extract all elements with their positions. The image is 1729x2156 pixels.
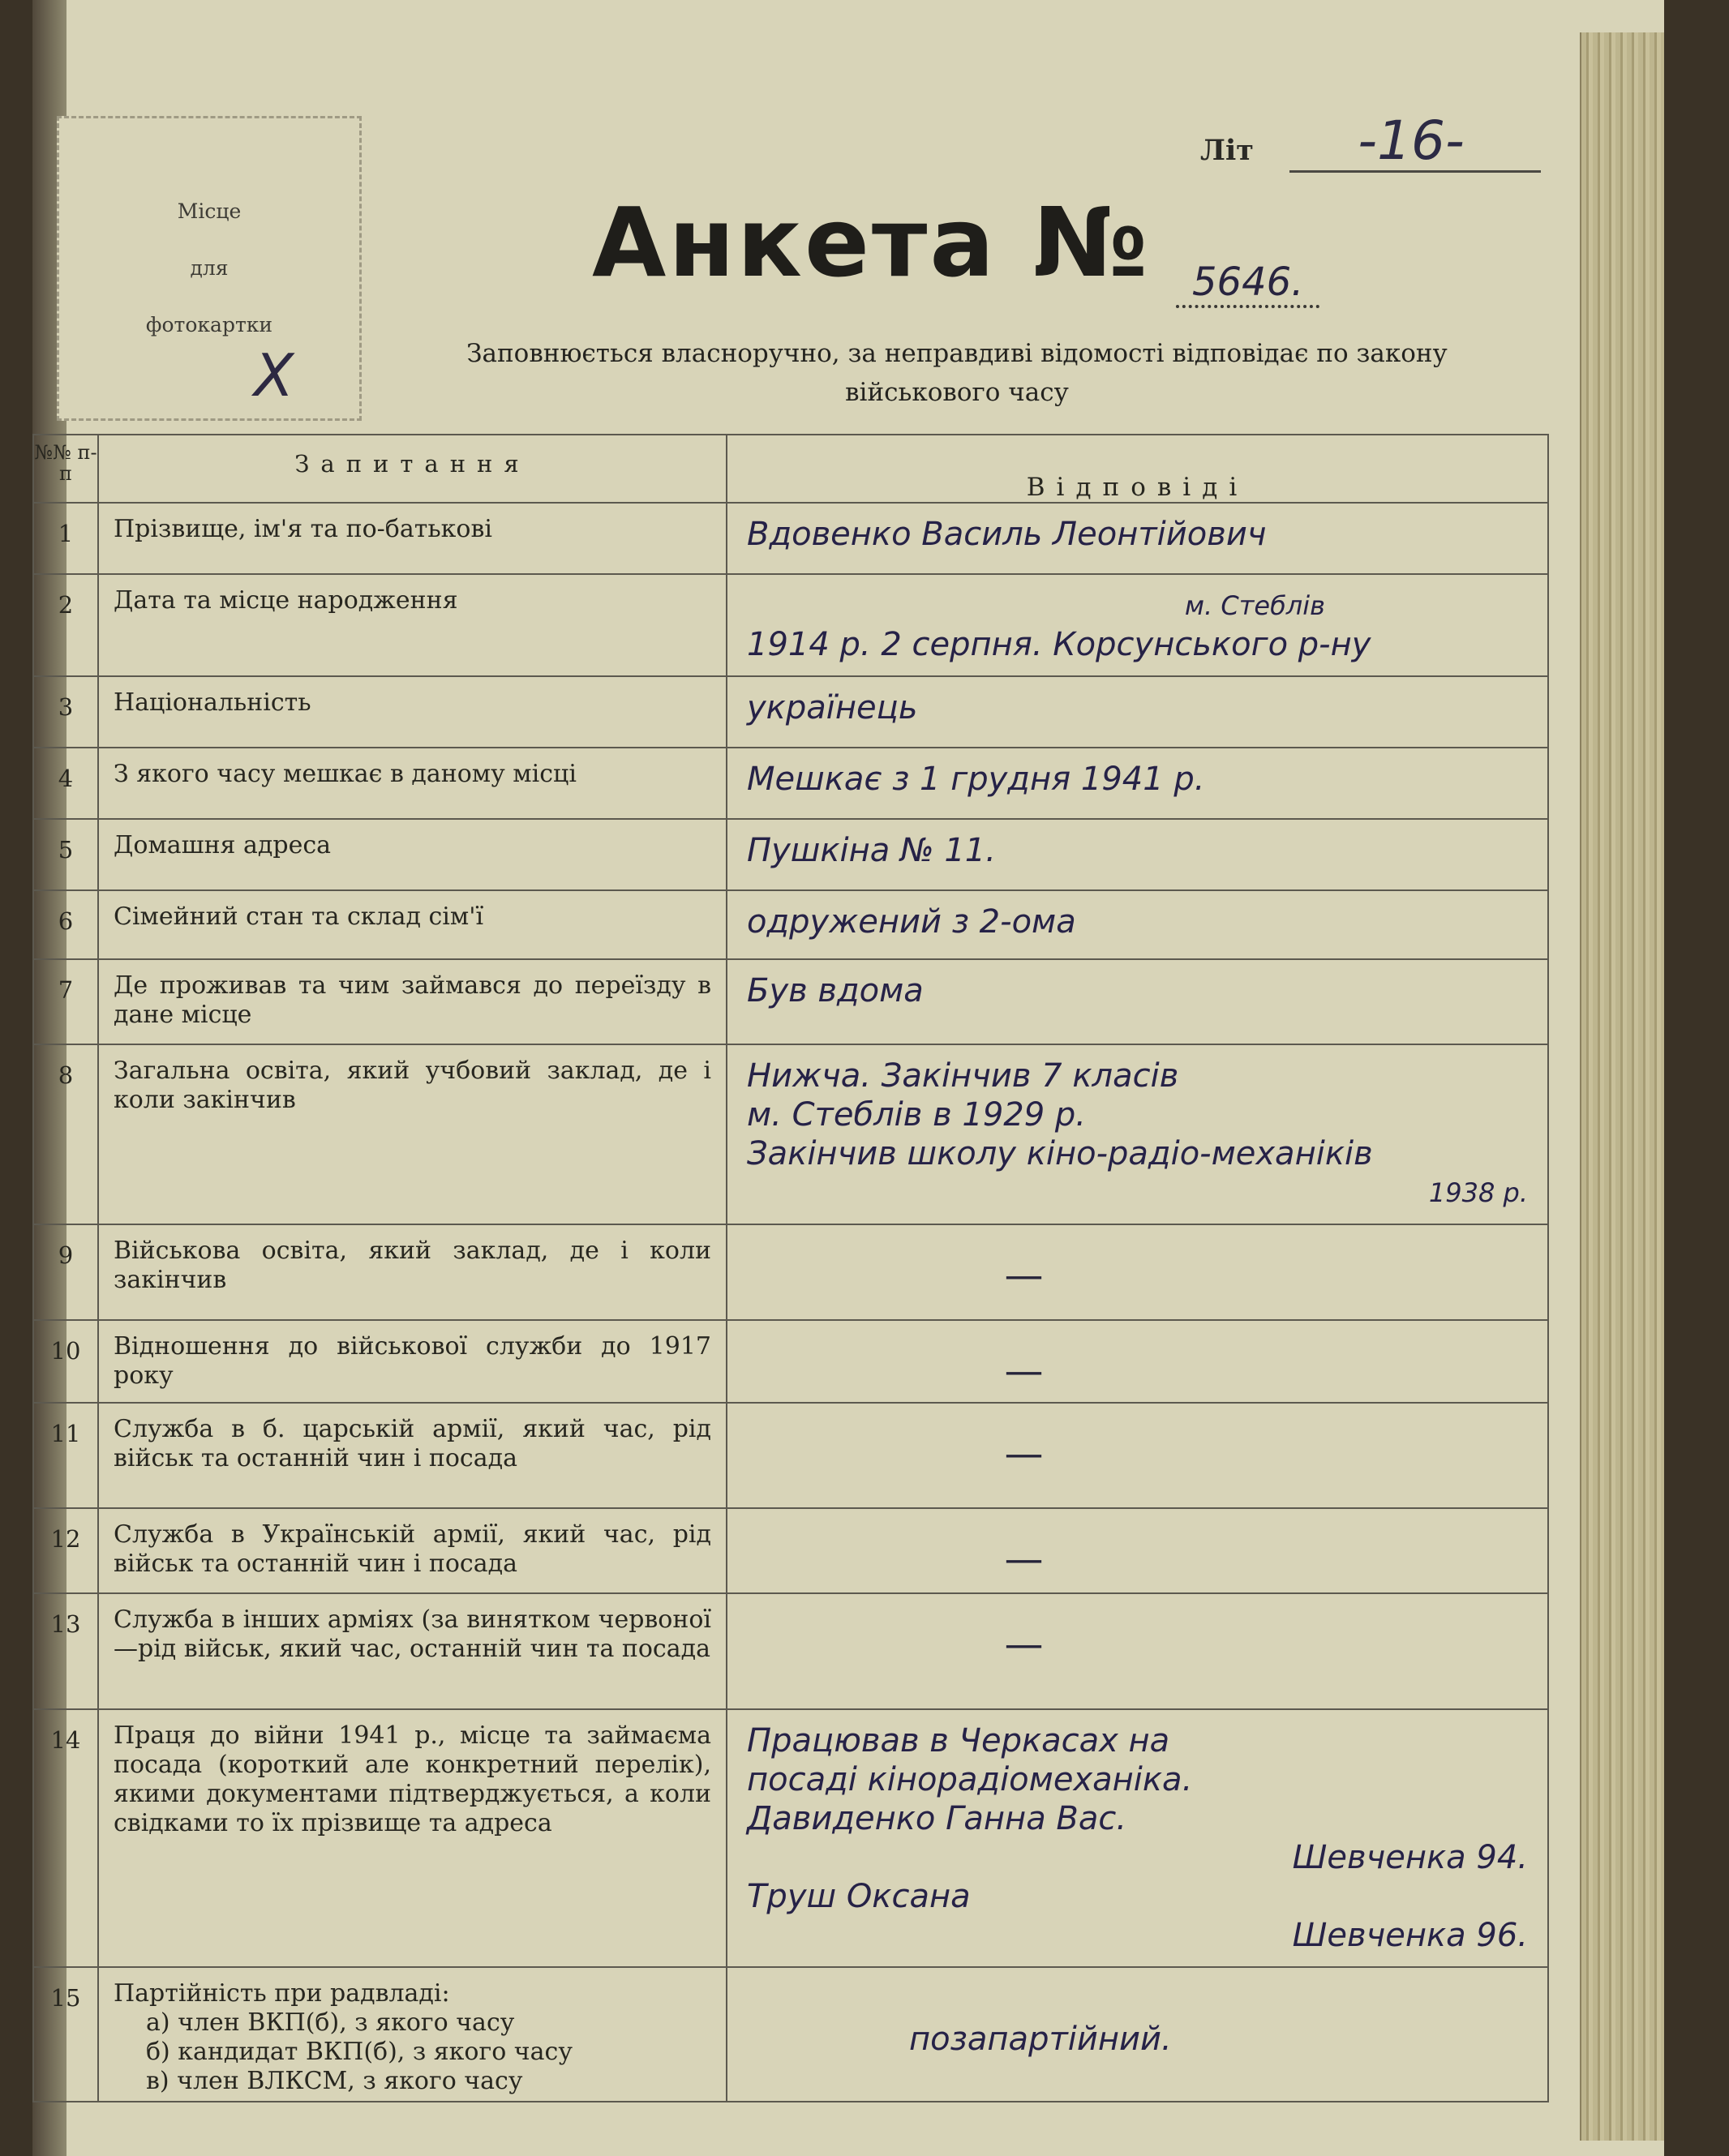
row-question [98, 676, 727, 748]
form-number: 5646. [1176, 259, 1319, 308]
question-subitem: в) член ВЛКСМ, з якого часу [146, 2067, 523, 2095]
table-row [33, 1224, 1548, 1320]
table-row [33, 574, 1548, 676]
row-answer [727, 1967, 1548, 2102]
form-page [32, 0, 1664, 2156]
answer-line: — [1004, 1348, 1044, 1394]
photo-box-mark: X [254, 341, 294, 409]
question-text: Сімейний стан та склад сім'ї [114, 902, 484, 931]
row-number: 6 [33, 890, 98, 959]
answer-line: позапартійний. [909, 2021, 1172, 2058]
row-number: 7 [33, 959, 98, 1044]
row-number: 11 [33, 1403, 98, 1508]
answer-line: українець [747, 689, 918, 727]
header-num: №№ п-п [33, 435, 98, 503]
answer-line: Давиденко Ганна Вас. [747, 1800, 1127, 1837]
row-question [98, 959, 727, 1044]
row-answer [727, 1044, 1548, 1224]
answer-line: Шевченка 94. [1292, 1839, 1528, 1876]
question-text: Національність [114, 688, 311, 717]
row-question [98, 1508, 727, 1593]
row-answer [727, 503, 1548, 574]
table-row [33, 676, 1548, 748]
answer-line: — [1004, 1537, 1044, 1582]
row-question [98, 574, 727, 676]
question-subitem: б) кандидат ВКП(б), з якого часу [146, 2038, 573, 2066]
header-answer: Відповіді [727, 435, 1548, 503]
row-answer [727, 1508, 1548, 1593]
table-row [33, 890, 1548, 959]
photo-box-line1: Місце [177, 199, 242, 223]
answer-line: Вдовенко Василь Леонтійович [747, 516, 1267, 553]
table-row [33, 1593, 1548, 1709]
row-number: 5 [33, 819, 98, 890]
answer-line: Нижча. Закінчив 7 класів [747, 1057, 1179, 1095]
form-title: Анкета № [592, 186, 1151, 298]
photo-box-line3: фотокартки [145, 313, 273, 336]
photo-box-line2: для [190, 256, 229, 280]
row-question [98, 748, 727, 819]
form-subtitle [389, 334, 1525, 412]
table-row [33, 1508, 1548, 1593]
page-edge [1580, 32, 1664, 2141]
row-question [98, 1224, 727, 1320]
answer-line: 1914 р. 2 серпня. Корсунського р-ну [747, 626, 1371, 663]
photo-placeholder-box [57, 116, 362, 421]
answer-line: 1938 р. [1428, 1177, 1528, 1208]
row-answer [727, 676, 1548, 748]
question-text: Військова освіта, який заклад, де і коли закінчив [114, 1237, 711, 1294]
question-text: Дата та місце народження [114, 586, 458, 615]
row-answer [727, 748, 1548, 819]
answer-line: посаді кінорадіомеханіка. [747, 1761, 1193, 1798]
sheet-label: Літ [1200, 134, 1254, 167]
row-answer [727, 574, 1548, 676]
table-row [33, 503, 1548, 574]
table-header-row [33, 435, 1548, 503]
answer-line: Шевченка 96. [1292, 1917, 1528, 1954]
question-text: Де проживав та чим займався до переїзду в дане місце [114, 971, 711, 1029]
row-number: 2 [33, 574, 98, 676]
question-text: Домашня адреса [114, 831, 332, 859]
row-answer [727, 1709, 1548, 1967]
row-answer [727, 819, 1548, 890]
table-body [33, 503, 1548, 2102]
answer-line: одружений з 2-ома [747, 903, 1076, 941]
row-number: 9 [33, 1224, 98, 1320]
row-question [98, 1403, 727, 1508]
answer-line: Пушкіна № 11. [747, 832, 996, 869]
answer-line: — [1004, 1431, 1044, 1477]
question-text: Відношення до військової служби до 1917 року [114, 1332, 711, 1390]
subtitle-line-2: військового часу [845, 378, 1069, 407]
table-row [33, 1967, 1548, 2102]
row-question [98, 819, 727, 890]
answer-line: Працював в Черкасах на [747, 1722, 1170, 1760]
answer-line: — [1004, 1253, 1044, 1298]
table-row [33, 1403, 1548, 1508]
row-question [98, 1320, 727, 1403]
sheet-number: -16- [1358, 109, 1465, 172]
question-text: Прізвище, ім'я та по-батькові [114, 515, 492, 543]
row-question [98, 1709, 727, 1967]
row-number: 8 [33, 1044, 98, 1224]
row-answer [727, 1320, 1548, 1403]
row-number: 13 [33, 1593, 98, 1709]
question-text: Служба в інших арміях (за винятком червоної—рід військ, який час, останній чин та посада [114, 1605, 711, 1663]
row-number: 3 [33, 676, 98, 748]
table-row [33, 1320, 1548, 1403]
table-row [33, 748, 1548, 819]
table-row [33, 1044, 1548, 1224]
table-row [33, 959, 1548, 1044]
table-row [33, 1709, 1548, 1967]
header-question: Запитання [98, 435, 727, 503]
question-text: Загальна освіта, який учбовий заклад, де і коли закінчив [114, 1057, 711, 1114]
row-number: 1 [33, 503, 98, 574]
question-text: З якого часу мешкає в даному місці [114, 760, 577, 788]
question-subitem: а) член ВКП(б), з якого часу [146, 2008, 515, 2037]
table-row [33, 819, 1548, 890]
row-answer [727, 1403, 1548, 1508]
row-question [98, 503, 727, 574]
row-question [98, 1044, 727, 1224]
answer-line: Труш Оксана [747, 1878, 971, 1915]
answer-line: Закінчив школу кіно-радіо-механіків [747, 1135, 1373, 1172]
row-question [98, 1593, 727, 1709]
question-text: Служба в б. царській армії, який час, рід військ та останній чин і посада [114, 1415, 711, 1472]
question-text: Партійність при радвладі: [114, 1979, 450, 2008]
row-answer [727, 890, 1548, 959]
question-text: Служба в Українській армії, який час, рід військ та останній чин і посада [114, 1520, 711, 1578]
row-answer [727, 1593, 1548, 1709]
row-number: 4 [33, 748, 98, 819]
row-question [98, 1967, 727, 2102]
answer-line: м. Стеблів [1184, 590, 1325, 621]
row-answer [727, 1224, 1548, 1320]
row-number: 14 [33, 1709, 98, 1967]
answer-line: — [1004, 1622, 1044, 1667]
answer-line: м. Стеблів в 1929 р. [747, 1096, 1086, 1134]
subtitle-line-1: Заповнюється власноручно, за неправдиві відомості відповідає по закону [466, 339, 1448, 368]
question-text: Праця до війни 1941 р., місце та займаєма посада (короткий але конкретний перелік), якими документами підтверджується, а коли свідками то їх прізвище та адреса [114, 1721, 711, 1837]
row-number: 12 [33, 1508, 98, 1593]
answer-line: Був вдома [747, 972, 924, 1009]
row-number: 15 [33, 1967, 98, 2102]
row-answer [727, 959, 1548, 1044]
answer-line: Мешкає з 1 грудня 1941 р. [747, 761, 1205, 798]
row-number: 10 [33, 1320, 98, 1403]
questionnaire-table [32, 434, 1549, 2102]
row-question [98, 890, 727, 959]
